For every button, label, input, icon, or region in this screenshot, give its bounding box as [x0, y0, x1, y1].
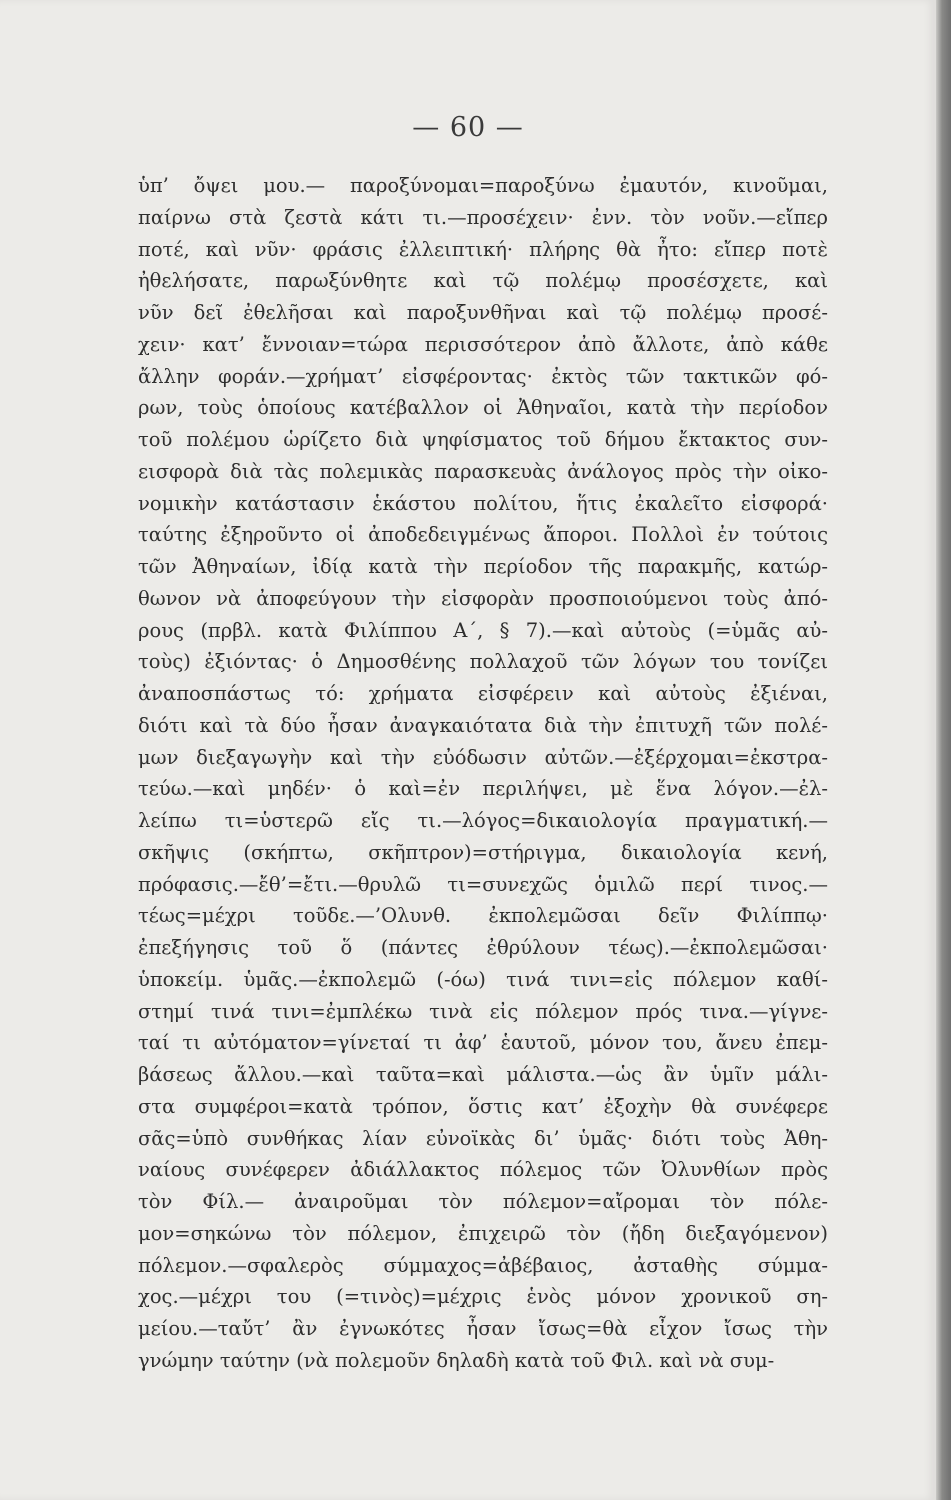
text-line: διότι καὶ τὰ δύο ἦσαν ἀναγκαιότατα διὰ τὴν ἐπιτυχῆ τῶν πολέ- [138, 713, 828, 737]
page-number: — 60 — [412, 112, 524, 143]
text-line: πόλεμον.—σφαλερὸς σύμμαχος=ἀβέβαιος, ἀσταθὴς σύμμα- [138, 1253, 828, 1277]
text-line: σᾶς=ὑπὸ συνθήκας λίαν εὐνοϊκὰς δι’ ὑμᾶς· διότι τοὺς Ἀθη- [138, 1126, 828, 1150]
text-line: τὸν Φίλ.— ἀναιροῦμαι τὸν πόλεμον=αἴρομαι τὸν πόλε- [138, 1190, 828, 1213]
text-line: ἠθελήσατε, παρωξύνθητε καὶ τῷ πολέμῳ προσέσχετε, καὶ [138, 269, 828, 293]
text-line: μων διεξαγωγὴν καὶ τὴν εὐόδωσιν αὐτῶν.—ἐξέρχομαι=ἐκστρα- [138, 745, 828, 769]
text-line: στημί τινά τινι=ἐμπλέκω τινὰ εἰς πόλεμον πρός τινα.—γίγνε- [138, 999, 828, 1023]
text-line: ἀναποσπάστως τό: χρήματα εἰσφέρειν καὶ αὐτοὺς ἐξιέναι, [138, 682, 828, 705]
text-line: χειν· κατ’ ἔννοιαν=τώρα περισσότερον ἀπὸ ἄλλοτε, ἀπὸ κάθε [138, 332, 828, 356]
text-line: μείου.—ταὔτ’ ἂν ἐγνωκότες ἦσαν ἴσως=θὰ εἶχον ἴσως τὴν [138, 1317, 828, 1340]
text-line: γνώμην ταύτην (νὰ πολεμοῦν δηλαδὴ κατὰ τοῦ Φιλ. καὶ νὰ συμ- [138, 1348, 775, 1372]
text-line: λείπω τι=ὑστερῶ εἴς τι.—λόγος=δικαιολογία πραγματική.— [138, 809, 828, 832]
text-line: ναίους συνέφερεν ἀδιάλλακτος πόλεμος τῶν Ὀλυνθίων πρὸς [138, 1158, 828, 1182]
text-line: στα συμφέροι=κατὰ τρόπον, ὅστις κατ’ ἐξοχὴν θὰ συνέφερε [138, 1094, 828, 1118]
text-line: νομικὴν κατάστασιν ἑκάστου πολίτου, ἥτις ἐκαλεῖτο εἰσφορά· [138, 491, 828, 515]
text-line: σκῆψις (σκήπτω, σκῆπτρον)=στήριγμα, δικαιολογία κενή, [138, 840, 828, 864]
text-line: τοῦ πολέμου ὡρίζετο διὰ ψηφίσματος τοῦ δήμου ἔκτακτος συν- [138, 428, 828, 451]
text-line: θωνον νὰ ἀποφεύγουν τὴν εἰσφορὰν προσποιούμενοι τοὺς ἀπό- [138, 586, 828, 610]
text-line: ἄλλην φοράν.—χρήματ’ εἰσφέροντας· ἐκτὸς τῶν τακτικῶν φό- [138, 364, 828, 388]
text-line: μον=σηκώνω τὸν πόλεμον, ἐπιχειρῶ τὸν (ἤδη διεξαγόμενον) [138, 1221, 828, 1245]
text-line: χος.—μέχρι του (=τινὸς)=μέχρις ἑνὸς μόνον χρονικοῦ ση- [138, 1285, 828, 1309]
commentary-text [138, 170, 828, 1377]
text-line: τεύω.—καὶ μηδέν· ὁ καὶ=ἐν περιλήψει, μὲ ἕνα λόγον.—ἐλ- [138, 777, 828, 801]
text-line: ρους (πρβλ. κατὰ Φιλίππου Α΄, § 7).—καὶ αὐτοὺς (=ὑμᾶς αὐ- [138, 618, 828, 642]
text-line: ταύτης ἐξηροῦντο οἱ ἀποδεδειγμένως ἄποροι. Πολλοὶ ἐν τούτοις [138, 523, 828, 547]
text-line: βάσεως ἄλλου.—καὶ ταῦτα=καὶ μάλιστα.—ὡς ἂν ὑμῖν μάλι- [138, 1063, 828, 1086]
text-line: ὑποκείμ. ὑμᾶς.—ἐκπολεμῶ (-όω) τινά τινι=εἰς πόλεμον καθί- [138, 967, 828, 991]
page-edge [936, 0, 951, 1500]
text-line: εισφορὰ διὰ τὰς πολεμικὰς παρασκευὰς ἀνάλογος πρὸς τὴν οἰκο- [138, 459, 828, 483]
text-line: ποτέ, καὶ νῦν· φράσις ἐλλειπτική· πλήρης θὰ ἦτο: εἴπερ ποτὲ [138, 237, 828, 261]
text-line: τοὺς) ἐξιόντας· ὁ Δημοσθένης πολλαχοῦ τῶν λόγων του τονίζει [138, 650, 828, 674]
text-line: παίρνω στὰ ζεστὰ κάτι τι.—προσέχειν· ἐνν. τὸν νοῦν.—εἴπερ [138, 205, 828, 229]
text-line: ἐπεξήγησις τοῦ ὅ (πάντες ἐθρύλουν τέως).—ἐκπολεμῶσαι· [138, 936, 828, 959]
text-line: ρων, τοὺς ὁποίους κατέβαλλον οἱ Ἀθηναῖοι, κατὰ τὴν περίοδον [138, 396, 828, 420]
text-line: ὑπ’ ὄψει μου.— παροξύνομαι=παροξύνω ἐμαυτόν, κινοῦμαι, [138, 174, 828, 197]
text-line: τέως=μέχρι τοῦδε.—’Ολυνθ. ἐκπολεμῶσαι δεῖν Φιλίππῳ· [138, 904, 828, 928]
text-line: πρόφασις.—ἔθ’=ἔτι.—θρυλῶ τι=συνεχῶς ὁμιλῶ περί τινος.— [138, 872, 828, 896]
text-line: νῦν δεῖ ἐθελῆσαι καὶ παροξυνθῆναι καὶ τῷ πολέμῳ προσέ- [138, 301, 828, 324]
text-line: τῶν Ἀθηναίων, ἰδίᾳ κατὰ τὴν περίοδον τῆς παρακμῆς, κατώρ- [138, 555, 828, 578]
text-line: ταί τι αὐτόματον=γίνεταί τι ἀφ’ ἑαυτοῦ, μόνον του, ἄνευ ἐπεμ- [138, 1031, 828, 1055]
